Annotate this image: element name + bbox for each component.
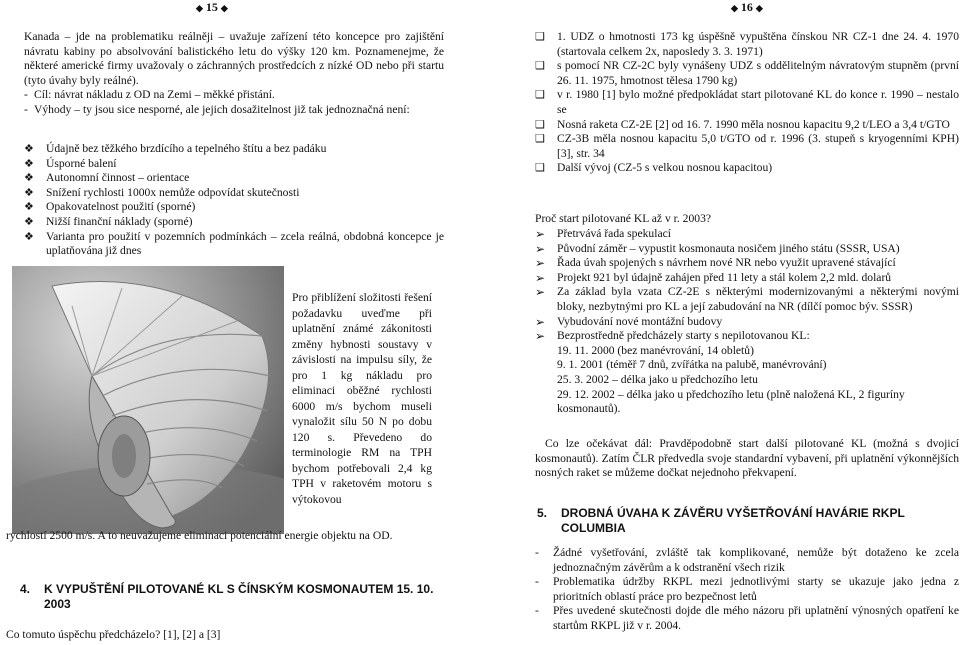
square-bullet-icon: ❑ [535,31,545,43]
list-item: ➢ Přetrvává řada spekulací [535,227,671,241]
arrow-bullet-icon: ➢ [535,285,546,300]
diamond-icon: ◆ [731,3,738,13]
expectation-paragraph: Co lze očekávat dál: Pravděpodobně start další pilotované KL (možná s dvojicí kosmonautů). Zatím ČLR předvedla svoje standardní vybavení, při uplatnění výkonnějších nosných raket se můžeme dočkat nejednoho překvapení. [535,437,959,480]
diamond-bullet-icon: ❖ [24,157,34,170]
list-item: ➢ Bezprostředně předcházely starty s nepilotovanou KL: [535,329,810,344]
diamond-icon: ◆ [220,3,228,13]
list-item: ❖ Varianta pro použití v pozemních podmínkách – zcela reálná, obdobná koncepce je uplatňována již dnes [24,229,444,258]
flight-list [535,344,959,417]
flight-item: 19. 11. 2000 (bez manévrování, 14 obletů) [557,343,754,357]
flight-item: 25. 3. 2002 – délka jako u předchozího letu [557,372,758,386]
arrow-bullet-icon: ➢ [535,329,546,344]
reasons-list [535,227,959,417]
diamond-bullet-icon: ❖ [24,215,34,228]
diamond-bullet-icon: ❖ [24,143,34,155]
flight-item: 29. 12. 2002 – délka jako u předchozího letu (plně naložená KL, 2 figuríny kosmonautů). [557,387,905,416]
list-item: ❖ Opakovatelnost použití (sporné) [24,200,196,214]
question-text: Proč start pilotované KL až v r. 2003? [535,212,712,225]
list-item: - Přes uvedené skutečnosti dojde dle mého názoru při uplatnění výnosných opatření ke startům RKPL již v r. 2004. [535,604,959,632]
list-item: ❑ Nosná raketa CZ-2E [2] od 16. 7. 1990 měla nosnou kapacitu 9,2 t/LEO a 3,4 t/GTO [535,117,950,131]
square-bullet-icon: ❑ [535,162,545,175]
wrap-continuation: rychlostí 2500 m/s. A to neuvažujeme eliminaci potenciální energie objektu na OD. [6,529,393,542]
right-page [535,0,960,645]
list-item: ❑ Další vývoj (CZ-5 s velkou nosnou kapacitou) [535,161,773,175]
list-item: ➢ Původní záměr – vypustit kosmonauta nosičem jiného státu (SSSR, USA) [535,241,900,256]
page-number: ◆ 15 ◆ [196,0,228,14]
arrow-bullet-icon: ➢ [535,227,546,241]
inflatable-shield-image [12,266,284,534]
intro-paragraph: Kanada – jde na problematiku reálněji – uvažuje zařízení této koncepce pro zajištění návratu kabiny po absolvování balistického letu do výšky 120 km. Poznamenejme, že některé americké firmy uvažovaly o záchranných prostředcích z nízké OD nebo při startu (tyto úvahy byly reálné). [24,30,444,87]
closing-question: Co tomuto úspěchu předcházelo? [1], [2] a [3] [6,628,221,641]
page-number: ◆ 16 ◆ [731,0,763,14]
diamond-bullet-icon: ❖ [24,230,34,243]
list-item: ❖ Údajně bez těžkého brzdícího a tepelného štítu a bez padáku [24,142,327,155]
list-item: ❖ Snížení rychlosti 1000x nemůže odpovídat skutečnosti [24,185,300,199]
list-item: - Problematika údržby RKPL mezi jednotlivými starty se ukazuje jako jedna z prioritních oblastí práce pro bezpečnost letů [535,575,959,603]
list-item: ❖ Autonomní činnost – orientace [24,171,190,185]
list-item: ❑ s pomocí NR CZ-2C byly vynášeny UDZ s oddělitelným návratovým stupněm (první 26. 11. 1975, hmotnost tělesa 1790 kg) [535,59,959,87]
diamond-icon: ◆ [755,3,763,13]
arrow-bullet-icon: ➢ [535,270,546,285]
square-bullet-icon: ❑ [535,133,545,146]
advantages-list [24,142,444,259]
list-item: ➢ Za základ byla vzata CZ-2E s některými modernizovanými a některými novými bloky, nezbytnými pro KL a její zabudování na NR (dílčí pomoc býv. SSSR) [535,285,959,313]
diamond-icon: ◆ [196,3,203,13]
list-item: ❑ v r. 1980 [1] bylo možné předpokládat start pilotované KL do konce r. 1990 – nestalo se [535,88,959,116]
list-item: - Žádné vyšetřování, zvláště tak komplikované, nemůže být dotaženo ke zcela jednoznačným závěrům a k odstranění všech rizik [535,546,959,574]
square-bullet-icon: ❑ [535,118,545,131]
diamond-bullet-icon: ❖ [24,172,34,185]
image-wrap-text: Pro přiblížení složitosti řešení požadavku uveďme při uplatnění známé zákonitosti změny hybnosti soustavy v závislosti na impulsu síly, že pro 1 kg nákladu pro eliminaci oběžné rychlosti 6000 m/s bychom museli vynaložit sílu 50 N po dobu 120 s. Převedeno do terminologie RM na TPH bychom potřebovali 2,4 kg TPH v raketovém motoru s výtokovou [292,291,432,506]
square-bullet-icon: ❑ [535,60,545,73]
left-page [6,0,454,645]
list-item: ➢ Vybudování nové montážní budovy [535,314,723,329]
list-item: ❖ Nižší finanční náklady (sporné) [24,214,193,228]
section-5-heading: 5. DROBNÁ ÚVAHA K ZÁVĚRU VYŠETŘOVÁNÍ HAVÁRIE RKPL COLUMBIA [537,506,905,535]
conclusion-list [535,546,959,634]
list-item: ❑ 1. UDZ o hmotnosti 173 kg úspěšně vypuštěna čínskou NR CZ-1 dne 24. 4. 1970 (startovala celkem 2x, naposledy 3. 3. 1971) [535,30,959,58]
section-4-heading: 4. K VYPUŠTĚNÍ PILOTOVANÉ KL S ČÍNSKÝM KOSMONAUTEM 15. 10. 2003 [20,582,434,611]
flight-item: 9. 1. 2001 (téměř 7 dnů, zvířátka na palubě, manévrování) [557,358,827,372]
square-bullet-icon: ❑ [535,89,545,102]
advantages-item: - Výhody – ty jsou sice nesporné, ale jejich dosažitelnost již tak jednoznačná není: [24,102,410,116]
arrow-bullet-icon: ➢ [535,256,546,271]
diamond-bullet-icon: ❖ [24,201,34,214]
list-item: ❑ CZ-3B měla nosnou kapacitu 5,0 t/GTO od r. 1996 (3. stupeň s kryogenními KPH) [3], str. 34 [535,132,959,160]
arrow-bullet-icon: ➢ [535,241,546,256]
history-list [535,30,959,176]
list-item: ➢ Projekt 921 byl údajně zahájen před 11 lety a stál kolem 2,2 mld. dolarů [535,270,892,285]
list-item: ❖ Úsporné balení [24,156,117,170]
goal-item: - Cíl: návrat nákladu z OD na Zemi – měkké přistání. [24,88,275,102]
diamond-bullet-icon: ❖ [24,186,34,199]
list-item: ➢ Řada úvah spojených s návrhem nové NR nebo využit upravené stávající [535,256,896,271]
arrow-bullet-icon: ➢ [535,314,546,329]
